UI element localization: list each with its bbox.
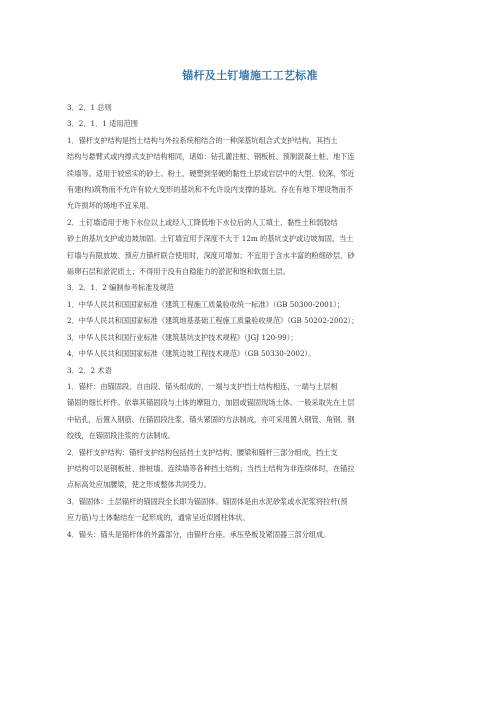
paragraph-line: 砂土的基坑支护或边坡加固。土钉墙宜用于深度不大于 12m 的基坑支护或边坡加固，当土 <box>67 234 354 244</box>
paragraph-line: 允许损坏的场地不宜采用。 <box>67 201 154 211</box>
paragraph-line: 结构与悬臂式或内撑式支护结构相同，诸如：钻孔灌注桩、钢板桩、预制混凝土桩、地下连 <box>67 152 355 162</box>
paragraph-line: 3．锚固体：土层锚杆的锚固段全长即为锚固体。锚固体是由水泥砂浆或水泥浆将拉杆(预 <box>67 496 348 506</box>
paragraph-line: 有建(构)筑物而不允许有较大变形的基坑和不允许设内支撑的基坑。存在有地下埋设物而不 <box>67 185 353 195</box>
paragraph-line: 护结构可以是钢板桩、排桩墙、连续墙等各种挡土结构；当挡土结构为非连续体时，在锚拉 <box>67 463 355 473</box>
paragraph-line: 点标高处应加腰梁，使之形成整体共同受力。 <box>67 480 211 490</box>
subsection-heading: 3．2．1．2 编制参考标准及规范 <box>67 283 174 293</box>
reference-item: 2．中华人民共和国国家标准《建筑地基基础工程施工质量验收规范》（GB 50202-2002）； <box>67 316 359 326</box>
paragraph-line: 应力筋)与土体黏结在一起形成的，通常呈近似圆柱体状。 <box>67 513 250 523</box>
paragraph-line: 锚固的细长杆件。依靠其锚固段与土体的摩阻力，加固或锚固现场土体。一般采取先在土层 <box>67 398 355 408</box>
reference-item: 3．中华人民共和国行业标准《建筑基坑支护技术规程》（JGJ 120-99）； <box>67 332 298 342</box>
paragraph-line: 2．锚杆支护结构：锚杆支护结构包括挡土支护结构、腰梁和锚杆三部分组成，挡土支 <box>67 447 338 457</box>
document-body <box>67 100 447 543</box>
paragraph-line: 砾卵石层和淤泥质土；不得用于没有自稳能力的淤泥和饱和软弱土层。 <box>67 267 290 277</box>
subsection-heading: 3．2．1．1 适用范围 <box>67 119 138 129</box>
paragraph-line: 中钻孔，后置入钢筋、在锚固段注浆、锚头紧固的方法制成，亦可采用置入钢管、角钢、钢 <box>67 414 355 424</box>
reference-item: 4．中华人民共和国国家标准《建筑边坡工程技术规范》（GB 50330-2002）。 <box>67 349 316 359</box>
document-title: 锚杆及土钉墙施工工艺标准 <box>182 69 318 82</box>
paragraph-line: 1．锚杆支护结构是挡土结构与外拉系统相结合的一种深基坑组合式支护结构。其挡土 <box>67 135 338 145</box>
section-heading: 3．2．2 术语 <box>67 365 112 375</box>
paragraph-line: 2．土钉墙适用于地下水位以上或经人工降低地下水位后的人工填土、黏性土和弱胶结 <box>67 217 338 227</box>
paragraph-line: 4．锚头：锚头是锚杆体的外露部分，由锚杆台座、承压垫板及紧固器三部分组成。 <box>67 529 331 539</box>
paragraph-line: 钉墙与有限放坡、预应力锚杆联合使用时，深度可增加；不宜用于含水丰富的粉细砂层、砂 <box>67 250 355 260</box>
paragraph-line: 续墙等。适用于较密实的砂土、粉土、硬塑到坚硬的黏性土层或岩层中的大型、较深、邻近 <box>67 168 355 178</box>
paragraph-line: 绞线，在锚固段注浆的方法制成。 <box>67 431 175 441</box>
paragraph-line: 1．锚杆：由锚固段、自由段、锚头组成的，一端与支护挡土结构相连，一端与土层相 <box>67 381 338 391</box>
reference-item: 1．中华人民共和国国家标准《建筑工程施工质量验收统一标准》（GB 50300-2001）； <box>67 299 345 309</box>
section-heading: 3．2．1 总则 <box>67 103 112 112</box>
